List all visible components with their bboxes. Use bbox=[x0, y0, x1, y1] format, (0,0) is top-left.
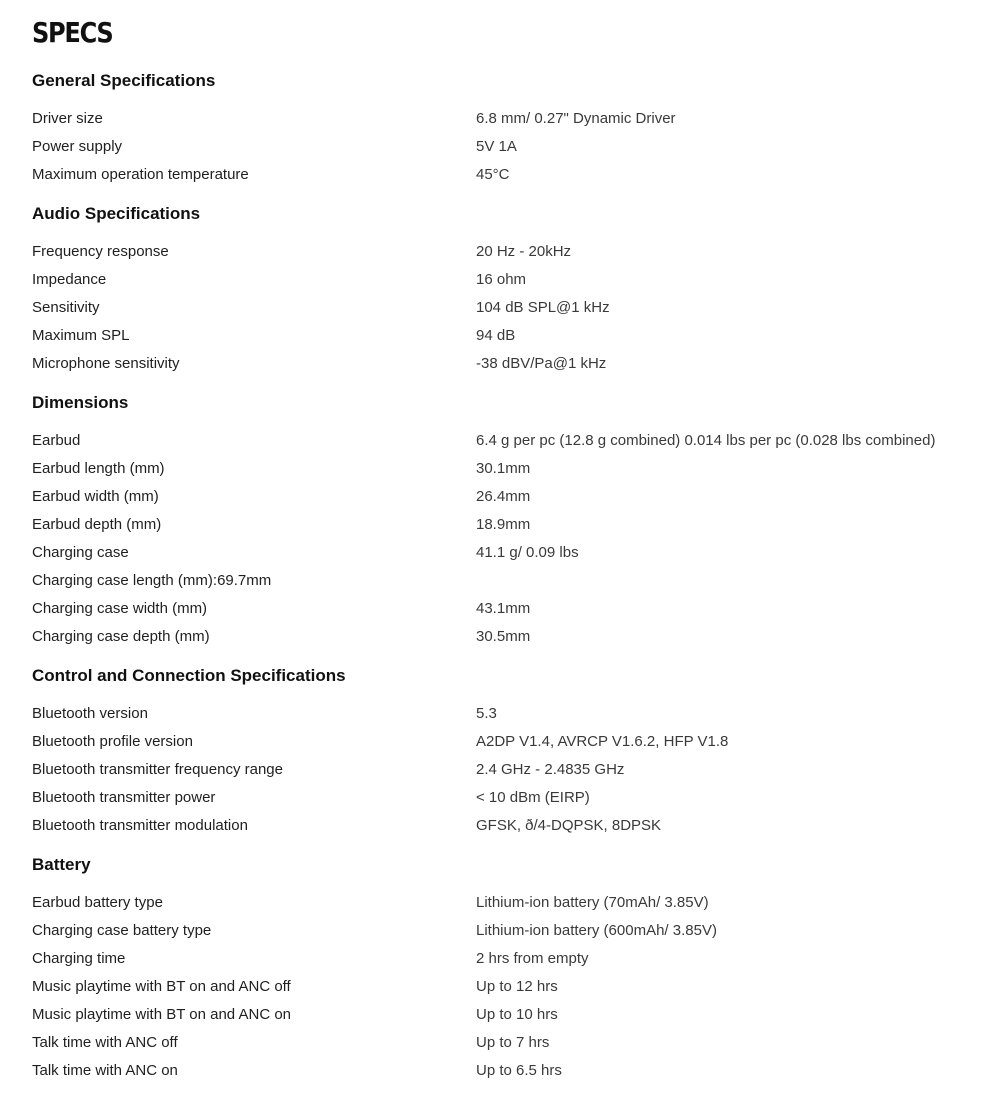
spec-value: A2DP V1.4, AVRCP V1.6.2, HFP V1.8 bbox=[476, 732, 729, 750]
spec-row bbox=[32, 160, 982, 188]
section-title: Battery bbox=[32, 855, 91, 874]
spec-label: Charging case depth (mm) bbox=[32, 627, 210, 645]
spec-row bbox=[32, 755, 982, 783]
spec-label: Charging time bbox=[32, 949, 126, 967]
spec-value: 43.1mm bbox=[476, 599, 531, 617]
spec-label: Earbud length (mm) bbox=[32, 459, 165, 477]
spec-row bbox=[32, 426, 982, 454]
spec-value: 45°C bbox=[476, 165, 510, 183]
spec-value: 16 ohm bbox=[476, 270, 527, 288]
spec-label: Bluetooth transmitter modulation bbox=[32, 816, 248, 834]
spec-row bbox=[32, 888, 982, 916]
spec-value: 94 dB bbox=[476, 326, 516, 344]
spec-row bbox=[32, 727, 982, 755]
spec-value: 6.8 mm/ 0.27" Dynamic Driver bbox=[476, 109, 676, 127]
spec-label: Frequency response bbox=[32, 242, 169, 260]
spec-value: Up to 7 hrs bbox=[476, 1033, 550, 1051]
spec-value: 104 dB SPL@1 kHz bbox=[476, 298, 610, 316]
spec-value: < 10 dBm (EIRP) bbox=[476, 788, 590, 806]
section-title: Dimensions bbox=[32, 393, 129, 412]
spec-label: Driver size bbox=[32, 109, 103, 127]
spec-row bbox=[32, 293, 982, 321]
spec-label: Earbud bbox=[32, 431, 81, 449]
spec-label: Bluetooth profile version bbox=[32, 732, 193, 750]
specs-page bbox=[32, 16, 982, 1084]
spec-value: 41.1 g/ 0.09 lbs bbox=[476, 543, 579, 561]
spec-label: Bluetooth transmitter frequency range bbox=[32, 760, 283, 778]
section-title: Control and Connection Specifications bbox=[32, 666, 346, 685]
spec-row bbox=[32, 237, 982, 265]
spec-label: Earbud depth (mm) bbox=[32, 515, 162, 533]
spec-value: 30.1mm bbox=[476, 459, 531, 477]
spec-value: Up to 6.5 hrs bbox=[476, 1061, 562, 1079]
spec-row bbox=[32, 916, 982, 944]
spec-value: 30.5mm bbox=[476, 627, 531, 645]
spec-label: Earbud battery type bbox=[32, 893, 163, 911]
spec-row bbox=[32, 566, 982, 594]
spec-label: Sensitivity bbox=[32, 298, 100, 316]
spec-label: Earbud width (mm) bbox=[32, 487, 159, 505]
spec-label: Talk time with ANC on bbox=[32, 1061, 178, 1079]
spec-row bbox=[32, 1000, 982, 1028]
title-spacer bbox=[32, 687, 982, 699]
spec-label: Impedance bbox=[32, 270, 107, 288]
spec-label: Bluetooth transmitter power bbox=[32, 788, 216, 806]
spec-label: Music playtime with BT on and ANC on bbox=[32, 1005, 292, 1023]
spec-row bbox=[32, 594, 982, 622]
section-spacer bbox=[32, 839, 982, 854]
section-spacer bbox=[32, 650, 982, 665]
specs-sections bbox=[32, 50, 982, 1084]
spec-value: 2.4 GHz - 2.4835 GHz bbox=[476, 760, 625, 778]
spec-row bbox=[32, 622, 982, 650]
spec-row bbox=[32, 104, 982, 132]
spec-row bbox=[32, 454, 982, 482]
title-spacer bbox=[32, 876, 982, 888]
spec-value: 2 hrs from empty bbox=[476, 949, 589, 967]
spec-row bbox=[32, 1028, 982, 1056]
spec-row bbox=[32, 783, 982, 811]
spec-row bbox=[32, 1056, 982, 1084]
spec-value: 6.4 g per pc (12.8 g combined) 0.014 lbs per pc (0.028 lbs combined) bbox=[476, 431, 936, 449]
spec-value: Lithium-ion battery (600mAh/ 3.85V) bbox=[476, 921, 717, 939]
spec-row bbox=[32, 538, 982, 566]
spec-row bbox=[32, 321, 982, 349]
title-spacer bbox=[32, 414, 982, 426]
spec-value: GFSK, ð/4-DQPSK, 8DPSK bbox=[476, 816, 662, 834]
spec-section bbox=[32, 203, 982, 377]
spec-section bbox=[32, 854, 982, 1084]
spec-label: Charging case battery type bbox=[32, 921, 212, 939]
spec-value: 26.4mm bbox=[476, 487, 531, 505]
spec-value: Up to 12 hrs bbox=[476, 977, 558, 995]
spec-label: Charging case length (mm):69.7mm bbox=[32, 571, 272, 589]
spec-label: Power supply bbox=[32, 137, 123, 155]
spec-section bbox=[32, 392, 982, 650]
spec-value: Up to 10 hrs bbox=[476, 1005, 558, 1023]
section-spacer bbox=[32, 50, 982, 70]
spec-section bbox=[32, 665, 982, 839]
spec-label: Microphone sensitivity bbox=[32, 354, 180, 372]
page-title: SPECS bbox=[32, 16, 113, 49]
spec-row bbox=[32, 944, 982, 972]
spec-label: Maximum SPL bbox=[32, 326, 130, 344]
section-spacer bbox=[32, 188, 982, 203]
spec-row bbox=[32, 811, 982, 839]
title-spacer bbox=[32, 92, 982, 104]
spec-label: Charging case width (mm) bbox=[32, 599, 208, 617]
spec-row bbox=[32, 699, 982, 727]
spec-value: -38 dBV/Pa@1 kHz bbox=[476, 354, 607, 372]
spec-value: Lithium-ion battery (70mAh/ 3.85V) bbox=[476, 893, 709, 911]
spec-value: 5.3 bbox=[476, 704, 497, 722]
spec-value: 20 Hz - 20kHz bbox=[476, 242, 572, 260]
spec-row bbox=[32, 510, 982, 538]
section-title: General Specifications bbox=[32, 71, 216, 90]
section-spacer bbox=[32, 377, 982, 392]
spec-row bbox=[32, 132, 982, 160]
spec-row bbox=[32, 482, 982, 510]
spec-value: 18.9mm bbox=[476, 515, 531, 533]
spec-label: Charging case bbox=[32, 543, 129, 561]
spec-label: Bluetooth version bbox=[32, 704, 148, 722]
spec-label: Music playtime with BT on and ANC off bbox=[32, 977, 291, 995]
title-spacer bbox=[32, 225, 982, 237]
spec-value: 5V 1A bbox=[476, 137, 517, 155]
spec-row bbox=[32, 265, 982, 293]
spec-section bbox=[32, 70, 982, 188]
spec-label: Talk time with ANC off bbox=[32, 1033, 178, 1051]
spec-row bbox=[32, 349, 982, 377]
section-title: Audio Specifications bbox=[32, 204, 201, 223]
spec-label: Maximum operation temperature bbox=[32, 165, 249, 183]
spec-row bbox=[32, 972, 982, 1000]
